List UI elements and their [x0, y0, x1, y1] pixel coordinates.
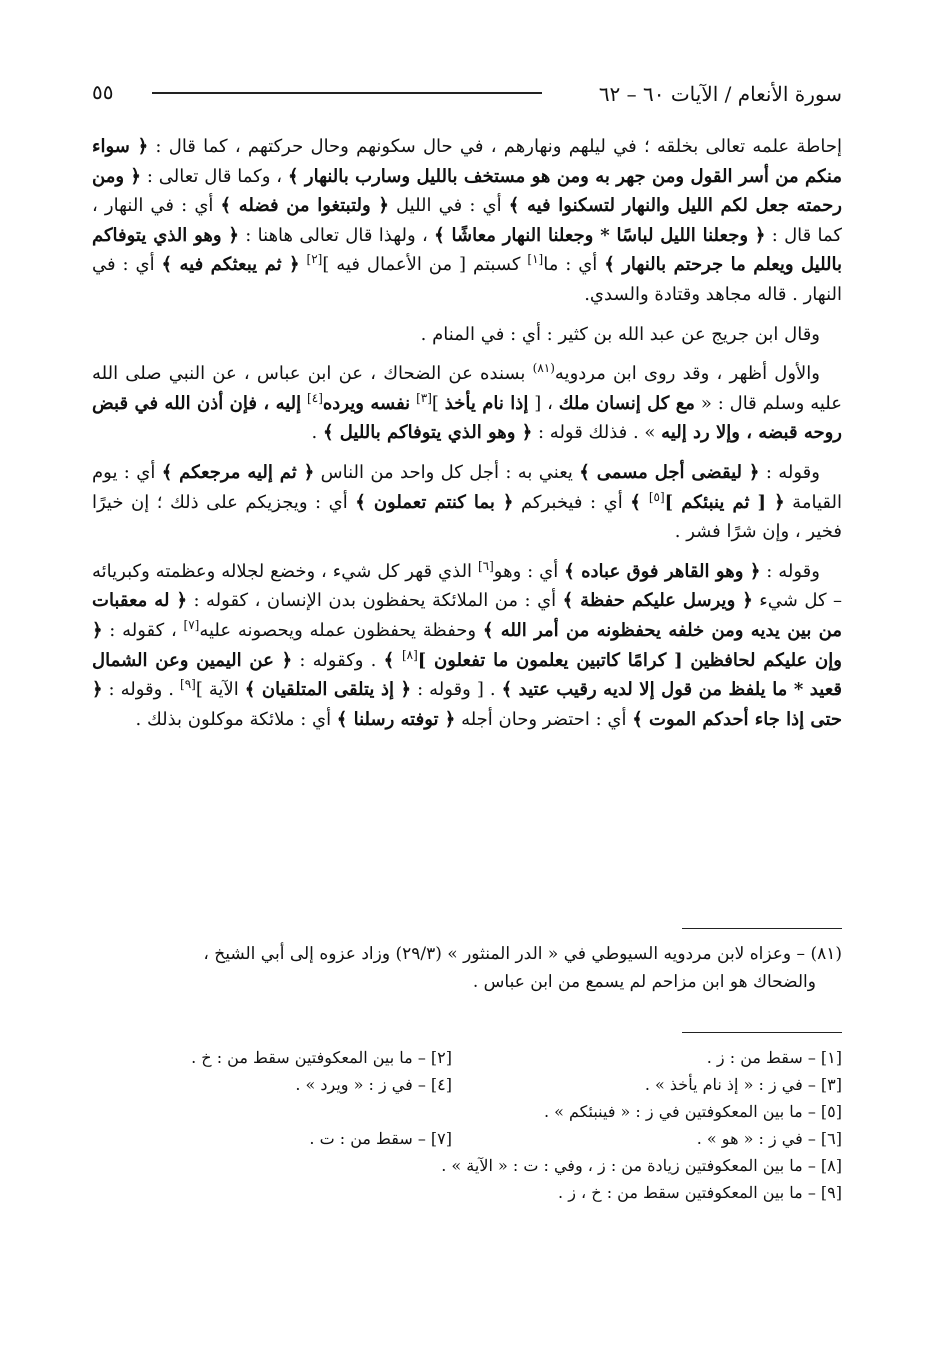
quran-quote: ﴿ توفته رسلنا ﴾ — [336, 708, 456, 730]
footnote-ref: (٨١) — [532, 361, 555, 376]
main-text — [92, 132, 842, 744]
text-run: الذي قهر كل شيء ، وخضع لجلاله وعظمته وكبريائه – كل شيء — [92, 560, 842, 612]
variants-divider — [682, 1032, 842, 1033]
text-run: أي : في الليل — [388, 195, 509, 217]
text-run: . وقوله : — [102, 679, 181, 701]
quran-quote: إذا نام يأخذ — [444, 392, 529, 414]
quran-quote: ﴿ وإن عليكم لحافظين [ كرامًا كاتبين يعلمون ما تفعلون ] — [92, 619, 842, 671]
text-run: أي : في النهار . قاله مجاهد وقتادة والسدي. — [92, 254, 842, 305]
text-run: يعني به : أجل كل واحد من الناس — [314, 461, 580, 483]
variant-note: [٩] – ما بين المعكوفتين سقط من : خ ، ز . — [558, 1183, 842, 1202]
running-title: سورة الأنعام / الآيات ٦٠ – ٦٢ — [598, 82, 842, 106]
footnote-81-line-1: (٨١) – وعزاه لابن مردويه السيوطي في « الدر المنثور » (٢٩/٣) وزاد عزوه إلى أبي الشيخ ، — [203, 944, 842, 964]
footnote-ref: [١] — [527, 252, 544, 267]
variant-note: [٢] – ما بين المعكوفتين سقط من : خ . — [191, 1048, 452, 1067]
quran-quote: ﴿ وهو الذي يتوفاكم بالليل ﴾ — [322, 422, 533, 444]
quran-quote: ﴿ ومن رحمته جعل لكم الليل والنهار لتسكنوا فيه ﴾ — [92, 165, 842, 217]
footnote-ref: [٤] — [307, 390, 323, 405]
quran-quote: ﴾ — [630, 491, 649, 513]
footnote-ref: [٨] — [401, 647, 418, 662]
variant-note: [٦] – في ز : « هو » . — [696, 1129, 842, 1148]
paragraph — [92, 557, 842, 735]
paragraph — [92, 359, 842, 448]
text-run: ، ولهذا قال تعالى هاهنا : — [238, 224, 435, 246]
text-run: . — [311, 422, 323, 444]
text-run: إحاطة علمه تعالى بخلقه ؛ في ليلهم ونهارهم ، في حال سكونهم وحال حركتهم ، كما قال : — [148, 136, 842, 157]
variant-note: [٥] – ما بين المعكوفتين في ز : « فينبئكم » . — [543, 1102, 842, 1121]
footnote-ref: [٢] — [306, 252, 323, 267]
text-run: أي : احتضر وحان أجله — [455, 708, 633, 730]
quran-quote: ﴿ بما كنتم تعملون ﴾ — [355, 491, 514, 513]
text-run: أي : في النهار ، كما قال : — [92, 195, 843, 246]
quran-quote: إليه ، فإن أذن الله في قبض روحه قبضه ، وإلا رد إليه — [92, 392, 842, 444]
quran-quote: ﴿ ولتبتغوا من فضله ﴾ — [220, 195, 389, 217]
text-run: أي : ويجزيكم على ذلك ؛ إن خيرًا فخير ، وإن شرًا فشر . — [92, 491, 842, 543]
footnote-ref: [٦] — [477, 558, 494, 573]
quran-quote: ﴾ — [383, 649, 402, 671]
quran-quote: ﴿ [ ثم ينبئكم ] — [664, 491, 785, 513]
paragraph — [92, 458, 842, 547]
quran-quote: ﴿ وهو القاهر فوق عباده ﴾ — [564, 560, 761, 582]
text-run: وحفظة يحفظون عمله ويحصونه عليه — [199, 619, 483, 641]
text-run: . [ وقوله : — [411, 679, 502, 701]
footnote-ref: [٣] — [416, 390, 432, 405]
text-run: وقال ابن جريج عن عبد الله بن كثير : أي : في المنام . — [420, 323, 820, 345]
text-run: أي : فيخبركم — [513, 491, 631, 513]
variant-note: [٤] – في ز : « ويرد » . — [295, 1075, 452, 1094]
text-run: وقوله : — [760, 560, 820, 582]
variant-note: [٨] – ما بين المعكوفتين زيادة من : ز ، وفي : ت : « الآية » . — [441, 1156, 842, 1175]
header-rule — [152, 92, 542, 94]
page-number: ٥٥ — [92, 80, 114, 104]
text-run — [300, 254, 307, 275]
text-run: الآية ] — [195, 679, 245, 701]
text-run: . وكقوله : — [292, 649, 384, 671]
quran-quote: نفسه ويرده — [322, 392, 411, 414]
quran-quote: ﴿ وهو الذي يتوفاكم بالليل ويعلم ما جرحتم بالنهار ﴾ — [92, 224, 843, 276]
footnote-divider — [682, 928, 842, 929]
text-run: أي : ملائكة موكلون بذلك . — [135, 708, 337, 730]
text-run: أي : ما — [543, 254, 605, 276]
quran-quote: ﴿ وجعلنا الليل لباسًا * وجعلنا النهار معاشًا ﴾ — [434, 224, 766, 246]
quran-quote: ﴿ ثم إليه مرجعكم ﴾ — [161, 461, 315, 483]
text-run: وقوله : — [759, 461, 820, 483]
variant-note: [١] – سقط من : ز . — [706, 1048, 842, 1067]
quran-quote: ﴿ إذ يتلقى المتلقيان ﴾ — [244, 679, 412, 701]
paragraph — [92, 132, 842, 310]
text-run: ، [ — [528, 392, 559, 414]
footnote-ref: [٥] — [648, 489, 665, 504]
quran-quote: ﴿ عن اليمين وعن الشمال قعيد * ما يلفظ من قول إلا لديه رقيب عتيد ﴾ — [92, 649, 842, 701]
text-run: ، كقوله : — [102, 619, 184, 641]
quran-quote: ﴿ حتى إذا جاء أحدكم الموت ﴾ — [92, 679, 842, 730]
page-header — [92, 78, 842, 112]
quran-quote: ﴿ ويرسل عليكم حفظة ﴾ — [562, 590, 753, 612]
quran-quote: مع كل إنسان ملك — [558, 392, 695, 414]
quran-quote: ﴿ سواء منكم من أسر القول ومن جهر به ومن هو مستخف بالليل وسارب بالنهار ﴾ — [92, 136, 842, 187]
text-run: ] — [431, 392, 445, 414]
quran-quote: ﴿ له معقبات من بين يديه ومن خلفه يحفظونه من أمر الله ﴾ — [92, 590, 842, 641]
text-run: أي : من الملائكة يحفظون بدن الإنسان ، كقوله : — [187, 590, 563, 612]
paragraph — [92, 320, 842, 350]
text-run: كسبتم [ من الأعمال فيه ] — [322, 254, 528, 276]
footnote-ref: [٧] — [183, 617, 200, 632]
variant-note: [٣] – في ز : « إذ نام يأخذ » . — [644, 1075, 842, 1094]
footnote-81-line-2: والضحاك هو ابن مزاحم لم يسمع من ابن عباس . — [472, 972, 816, 992]
text-run: ، وكما قال تعالى : — [140, 165, 288, 187]
text-run: » . فذلك قوله : — [532, 422, 662, 444]
text-run: أي : وهو — [493, 560, 565, 582]
quran-quote: ﴿ ليقضى أجل مسمى ﴾ — [579, 461, 760, 483]
text-run: والأول أظهر ، وقد روى ابن مردويه — [554, 363, 820, 385]
footnote-ref: [٩] — [180, 677, 196, 692]
quran-quote: ﴿ ثم يبعثكم فيه ﴾ — [161, 254, 300, 276]
footnote-81 — [92, 940, 842, 996]
text-run: بسنده عن الضحاك ، عن ابن عباس ، عن النبي صلى الله عليه وسلم قال : « — [92, 363, 843, 414]
text-run: أي : يوم القيامة — [92, 461, 842, 513]
variant-note: [٧] – سقط من : ت . — [309, 1129, 452, 1148]
manuscript-variants — [92, 1044, 842, 1206]
